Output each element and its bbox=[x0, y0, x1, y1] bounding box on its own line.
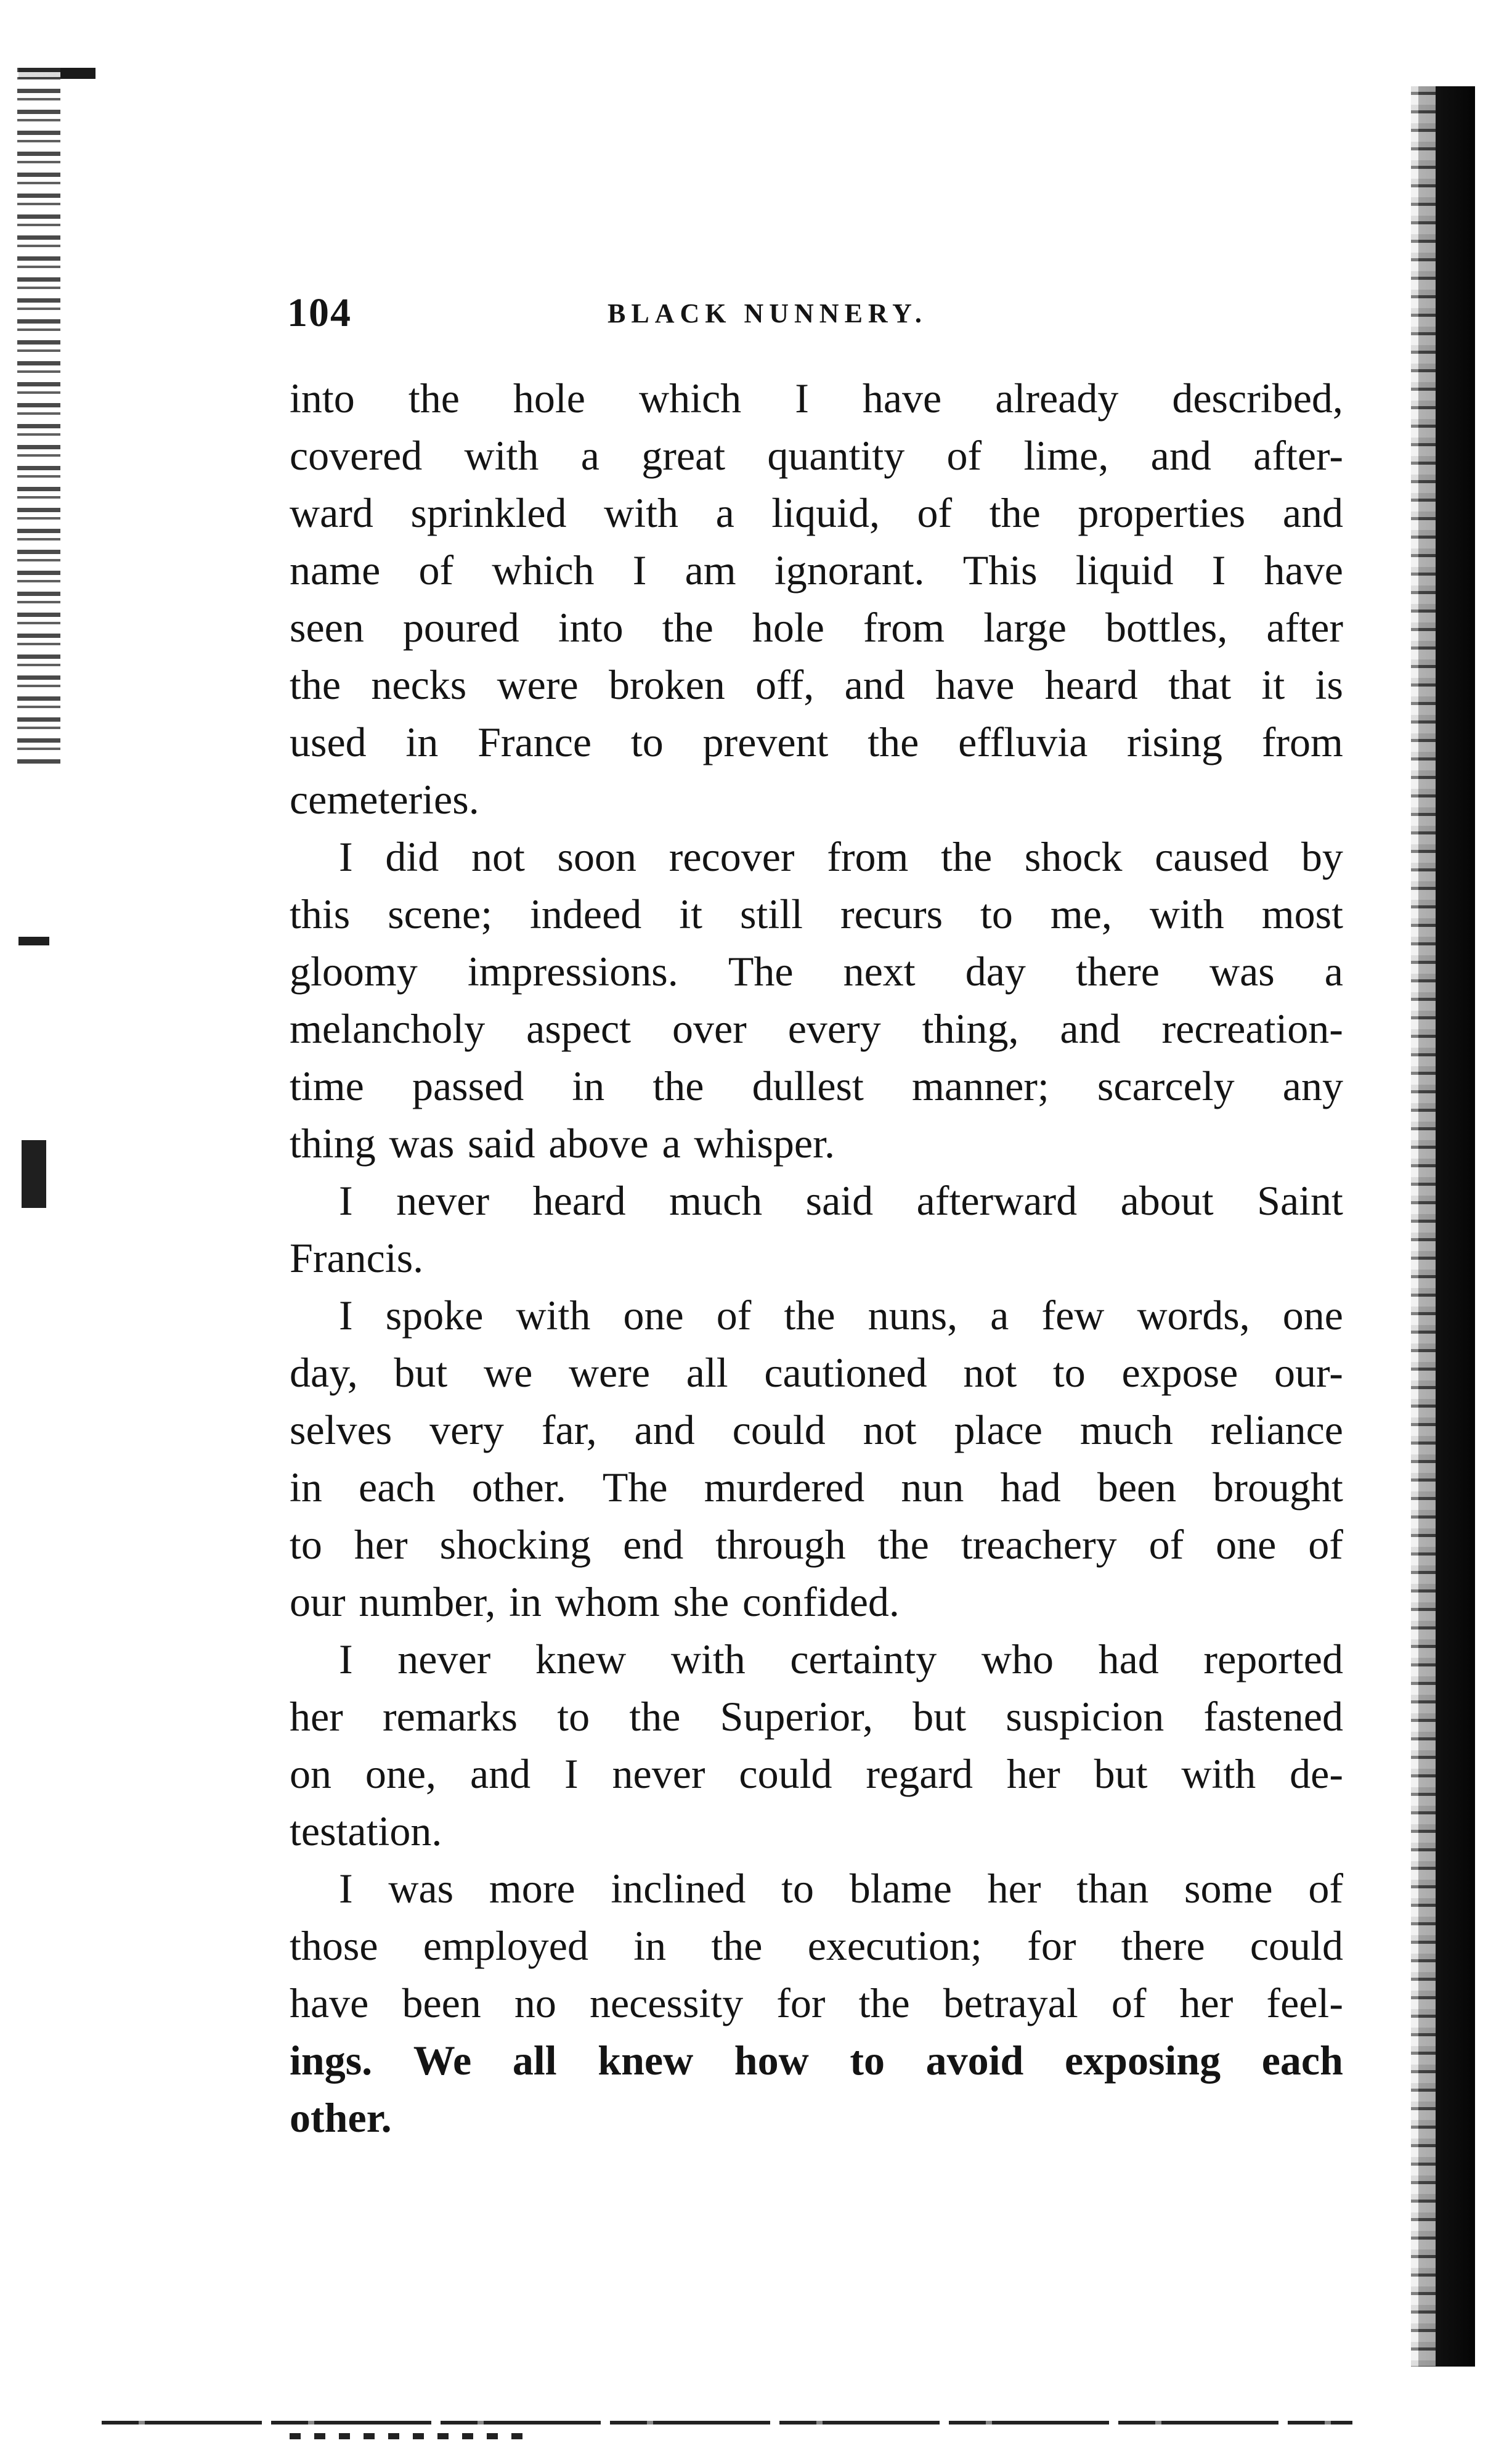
scan-mark bbox=[18, 937, 49, 945]
text-line: into the hole which I have already described, bbox=[290, 375, 1343, 422]
body-text bbox=[290, 370, 1343, 2147]
text-line: day, but we were all cautioned not to expose our- bbox=[290, 1349, 1343, 1396]
text-line: have been no necessity for the betrayal of her feel- bbox=[290, 1980, 1343, 2026]
text-line: other. bbox=[290, 2094, 392, 2141]
text-line: our number, in whom she confided. bbox=[290, 1578, 900, 1625]
text-line: I spoke with one of the nuns, a few words, one bbox=[339, 1292, 1343, 1339]
text-line: thing was said above a whisper. bbox=[290, 1120, 835, 1167]
page-number: 104 bbox=[287, 290, 352, 335]
running-title: BLACK NUNNERY. bbox=[608, 298, 927, 328]
text-line: this scene; indeed it still recurs to me, with most bbox=[290, 891, 1343, 937]
text-line: those employed in the execution; for there could bbox=[290, 1922, 1343, 1969]
paragraph bbox=[290, 1631, 1343, 1860]
text-line: ward sprinkled with a liquid, of the properties and bbox=[290, 489, 1343, 536]
text-line: name of which I am ignorant. This liquid I have bbox=[290, 547, 1343, 593]
text-line: testation. bbox=[290, 1808, 442, 1854]
text-line: I never knew with certainty who had reported bbox=[339, 1636, 1343, 1682]
scan-bottom-marks bbox=[290, 2433, 536, 2439]
text-line: Francis. bbox=[290, 1234, 424, 1281]
text-line: her remarks to the Superior, but suspicion fastened bbox=[290, 1693, 1343, 1740]
text-line: selves very far, and could not place much reliance bbox=[290, 1406, 1343, 1453]
text-line: time passed in the dullest manner; scarcely any bbox=[290, 1062, 1343, 1109]
text-line: I was more inclined to blame her than some of bbox=[339, 1865, 1343, 1912]
text-line: in each other. The murdered nun had been brought bbox=[290, 1464, 1343, 1511]
text-line: melancholy aspect over every thing, and recreation- bbox=[290, 1005, 1343, 1052]
text-line: to her shocking end through the treachery of one of bbox=[290, 1521, 1343, 1568]
text-line: ings. We all knew how to avoid exposing each bbox=[290, 2037, 1343, 2084]
paragraph bbox=[290, 1860, 1343, 2147]
running-head bbox=[287, 288, 1335, 338]
text-line: the necks were broken off, and have heard that it is bbox=[290, 661, 1343, 708]
scan-mark bbox=[22, 1140, 46, 1208]
text-line: cemeteries. bbox=[290, 776, 479, 823]
scan-right-edge-speckle bbox=[1411, 86, 1436, 2367]
text-line: I never heard much said afterward about Saint bbox=[339, 1177, 1343, 1224]
text-line: used in France to prevent the effluvia rising from bbox=[290, 719, 1343, 765]
paragraph bbox=[290, 828, 1343, 1172]
scan-gutter-shadow bbox=[17, 68, 60, 764]
text-line: seen poured into the hole from large bottles, after bbox=[290, 604, 1343, 651]
text-line: I did not soon recover from the shock caused by bbox=[339, 833, 1343, 880]
paragraph bbox=[290, 1287, 1343, 1631]
text-line: covered with a great quantity of lime, and after- bbox=[290, 432, 1343, 479]
paragraph bbox=[290, 370, 1343, 828]
scan-bottom-rule bbox=[102, 2421, 1352, 2424]
paragraph bbox=[290, 1172, 1343, 1287]
text-line: on one, and I never could regard her but with de- bbox=[290, 1750, 1343, 1797]
text-line: gloomy impressions. The next day there was a bbox=[290, 948, 1343, 995]
